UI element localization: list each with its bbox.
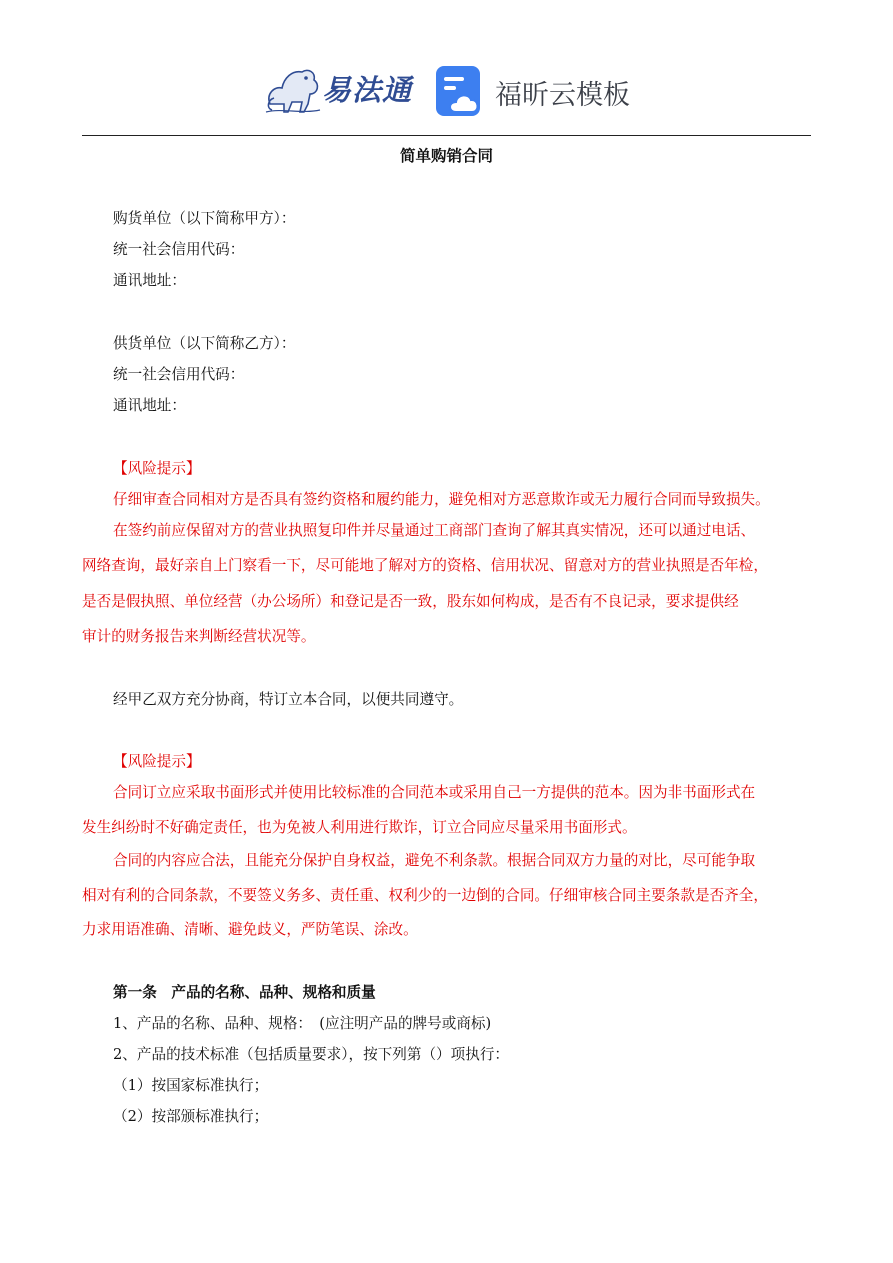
cloud-document-logo-icon xyxy=(436,66,484,118)
article-1-heading: 第一条 产品的名称、品种、规格和质量 xyxy=(113,984,376,1001)
risk-text-line: 网络查询，最好亲自上门察看一下，尽可能地了解对方的资格、信用状况、留意对方的营业执照是否年检， xyxy=(82,557,768,574)
yifatong-logo-text: 易法通 xyxy=(322,73,413,107)
buyer-address: 通讯地址： xyxy=(113,272,186,289)
article-1-item: 2、产品的技术标准（包括质量要求），按下列第（）项执行： xyxy=(113,1046,510,1063)
document-title: 简单购销合同 xyxy=(399,146,493,165)
risk-text-line: 力求用语准确、清晰、避免歧义，严防笔误、涂改。 xyxy=(82,921,418,938)
qilin-logo-icon xyxy=(262,64,324,116)
buyer-credit-code: 统一社会信用代码： xyxy=(113,241,245,258)
seller-address: 通讯地址： xyxy=(113,397,186,414)
seller-credit-code: 统一社会信用代码： xyxy=(113,366,245,383)
header-divider xyxy=(82,135,811,136)
document-header xyxy=(0,58,893,124)
article-1-item: 1、产品的名称、品种、规格： (应注明产品的牌号或商标) xyxy=(113,1015,492,1032)
agreement-statement: 经甲乙双方充分协商，特订立本合同，以便共同遵守。 xyxy=(113,691,464,708)
risk-text-line: 是否是假执照、单位经营（办公场所）和登记是否一致，股东如何构成，是否有不良记录，要求提供经 xyxy=(82,593,739,610)
risk-text-line: 在签约前应保留对方的营业执照复印件并尽量通过工商部门查询了解其真实情况，还可以通过电话、 xyxy=(113,522,756,539)
risk-text-line: 相对有利的合同条款，不要签义务多、责任重、权利少的一边倒的合同。仔细审核合同主要条款是否齐全， xyxy=(82,887,768,904)
buyer-unit: 购货单位（以下简称甲方）： xyxy=(113,210,296,227)
seller-unit: 供货单位（以下简称乙方）： xyxy=(113,335,296,352)
fuxin-template-logo-text: 福昕云模板 xyxy=(495,80,630,111)
risk-text-line: 合同订立应采取书面形式并使用比较标准的合同范本或采用自己一方提供的范本。因为非书面形式在 xyxy=(113,784,756,801)
risk-heading: 【风险提示】 xyxy=(113,753,201,770)
risk-text-line: 合同的内容应合法，且能充分保护自身权益，避免不利条款。根据合同双方力量的对比，尽可能争取 xyxy=(113,852,756,869)
risk-text-line: 发生纠纷时不好确定责任，也为免被人利用进行欺诈，订立合同应尽量采用书面形式。 xyxy=(82,819,637,836)
risk-heading: 【风险提示】 xyxy=(113,460,201,477)
risk-text-line: 审计的财务报告来判断经营状况等。 xyxy=(82,628,316,645)
article-1-item: （1）按国家标准执行； xyxy=(113,1077,269,1094)
risk-text-line: 仔细审查合同相对方是否具有签约资格和履约能力，避免相对方恶意欺诈或无力履行合同而导致损失。 xyxy=(113,491,770,508)
article-1-item: （2）按部颁标准执行； xyxy=(113,1108,269,1125)
